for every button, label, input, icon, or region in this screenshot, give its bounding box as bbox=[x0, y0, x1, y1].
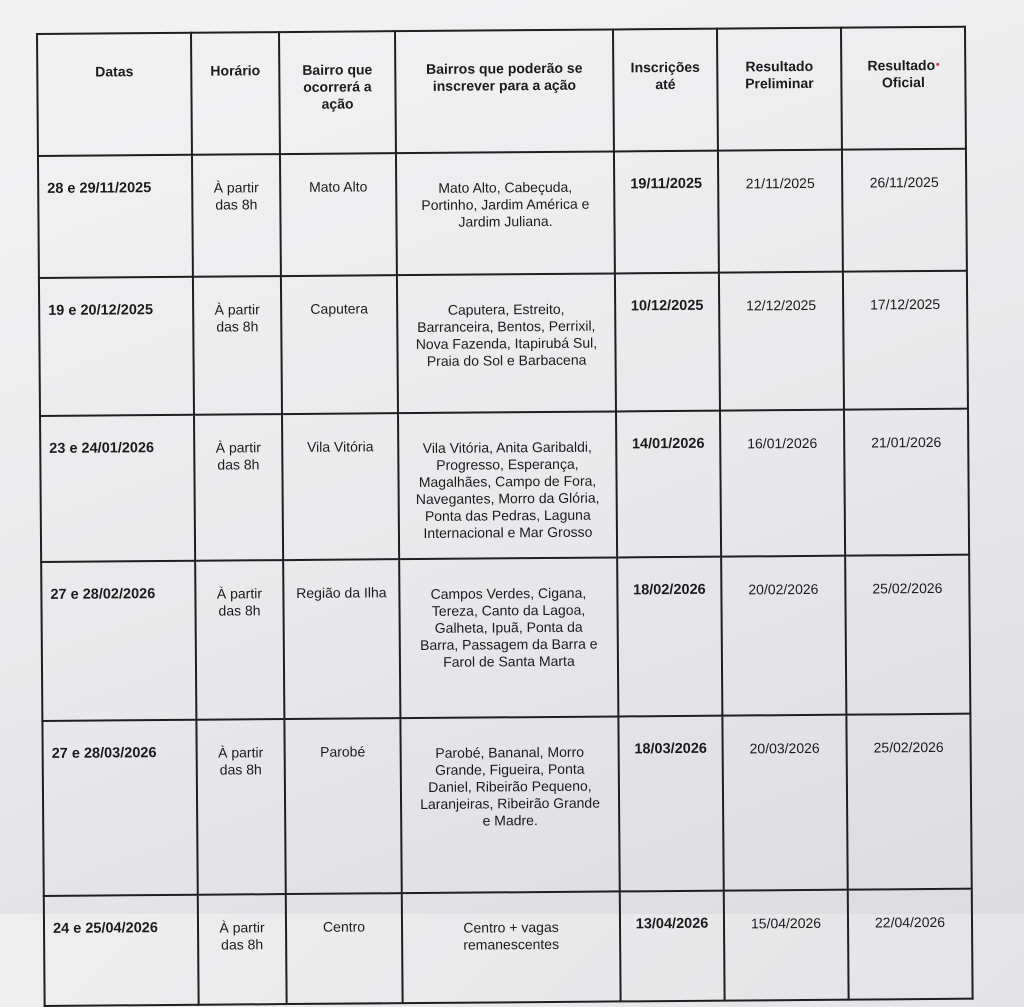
cell-horario: À partir das 8h bbox=[195, 560, 284, 720]
cell-datas: 23 e 24/01/2026 bbox=[40, 415, 195, 562]
header-bairros-inscricao: Bairros que poderão se inscrever para a ação bbox=[395, 29, 614, 153]
cell-oficial: 25/02/2026 bbox=[846, 714, 971, 890]
cell-oficial: 21/01/2026 bbox=[844, 409, 969, 556]
header-bairro-acao: Bairro que ocorrerá a ação bbox=[279, 31, 396, 154]
table-row bbox=[44, 889, 973, 1006]
cell-preliminar: 20/03/2026 bbox=[722, 715, 847, 891]
schedule-table bbox=[36, 26, 974, 1007]
cell-bairros: Centro + vagas remanescentes bbox=[402, 891, 621, 1003]
table-row bbox=[38, 149, 967, 278]
cell-bairros: Vila Vitória, Anita Garibaldi, Progresso, Esperança, Magalhães, Campo de Fora, Navegantes, Morro da Glória, Ponta das Pedras, Laguna Internacional e Mar Grosso bbox=[398, 411, 617, 559]
table-row bbox=[40, 409, 969, 562]
cell-datas: 19 e 20/12/2025 bbox=[39, 277, 194, 416]
cell-preliminar: 21/11/2025 bbox=[718, 150, 843, 273]
cell-oficial: 22/04/2026 bbox=[848, 889, 973, 1000]
cell-bairros: Parobé, Bananal, Morro Grande, Figueira, Ponta Daniel, Ribeirão Pequeno, Laranjeiras, Ribeirão Grande e Madre. bbox=[400, 716, 619, 893]
printed-sheet bbox=[36, 26, 971, 953]
header-inscricoes: Inscrições até bbox=[613, 29, 718, 152]
cell-inscricoes: 19/11/2025 bbox=[614, 151, 719, 274]
cell-bairros: Mato Alto, Cabeçuda, Portinho, Jardim América e Jardim Juliana. bbox=[396, 151, 615, 275]
cell-bairros: Campos Verdes, Cigana, Tereza, Canto da Lagoa, Galheta, Ipuã, Ponta da Barra, Passagem da Barra e Farol de Santa Marta bbox=[399, 557, 618, 718]
cell-oficial: 17/12/2025 bbox=[843, 271, 968, 410]
table-row bbox=[41, 555, 970, 721]
cell-inscricoes: 14/01/2026 bbox=[616, 411, 721, 558]
cell-bairro: Parobé bbox=[284, 718, 401, 894]
cell-datas: 24 e 25/04/2026 bbox=[44, 895, 199, 1006]
cell-preliminar: 12/12/2025 bbox=[719, 272, 844, 411]
table-row bbox=[42, 714, 971, 896]
cell-datas: 27 e 28/03/2026 bbox=[42, 720, 197, 896]
cell-bairro: Mato Alto bbox=[280, 153, 397, 276]
cell-inscricoes: 18/02/2026 bbox=[617, 557, 722, 717]
cell-bairros: Caputera, Estreito, Barranceira, Bentos, Perrixil, Nova Fazenda, Itapirubá Sul, Praia do Sol e Barbacena bbox=[397, 273, 616, 413]
cell-horario: À partir das 8h bbox=[192, 154, 281, 277]
cell-preliminar: 20/02/2026 bbox=[721, 556, 846, 716]
cell-inscricoes: 13/04/2026 bbox=[620, 891, 725, 1002]
cell-horario: À partir das 8h bbox=[196, 719, 285, 895]
cell-datas: 28 e 29/11/2025 bbox=[38, 155, 193, 278]
cell-inscricoes: 18/03/2026 bbox=[618, 716, 723, 892]
cell-horario: À partir das 8h bbox=[194, 414, 283, 561]
cell-datas: 27 e 28/02/2026 bbox=[41, 561, 196, 721]
cell-oficial: 25/02/2026 bbox=[845, 555, 970, 715]
cell-bairro: Caputera bbox=[281, 275, 398, 414]
header-resultado-oficial: Resultado Oficial bbox=[841, 27, 966, 150]
header-row bbox=[37, 27, 966, 156]
cell-bairro: Centro bbox=[286, 893, 403, 1004]
red-ink-mark bbox=[936, 63, 939, 66]
header-horario: Horário bbox=[191, 32, 280, 155]
cell-horario: À partir das 8h bbox=[193, 276, 282, 415]
header-datas: Datas bbox=[37, 33, 192, 156]
table-row bbox=[39, 271, 968, 416]
cell-horario: À partir das 8h bbox=[198, 894, 287, 1005]
header-resultado-preliminar: Resultado Preliminar bbox=[717, 28, 842, 151]
cell-inscricoes: 10/12/2025 bbox=[615, 273, 720, 412]
cell-preliminar: 15/04/2026 bbox=[724, 890, 849, 1001]
cell-bairro: Região da Ilha bbox=[283, 559, 400, 719]
cell-preliminar: 16/01/2026 bbox=[720, 410, 845, 557]
cell-bairro: Vila Vitória bbox=[282, 413, 399, 560]
cell-oficial: 26/11/2025 bbox=[842, 149, 967, 272]
